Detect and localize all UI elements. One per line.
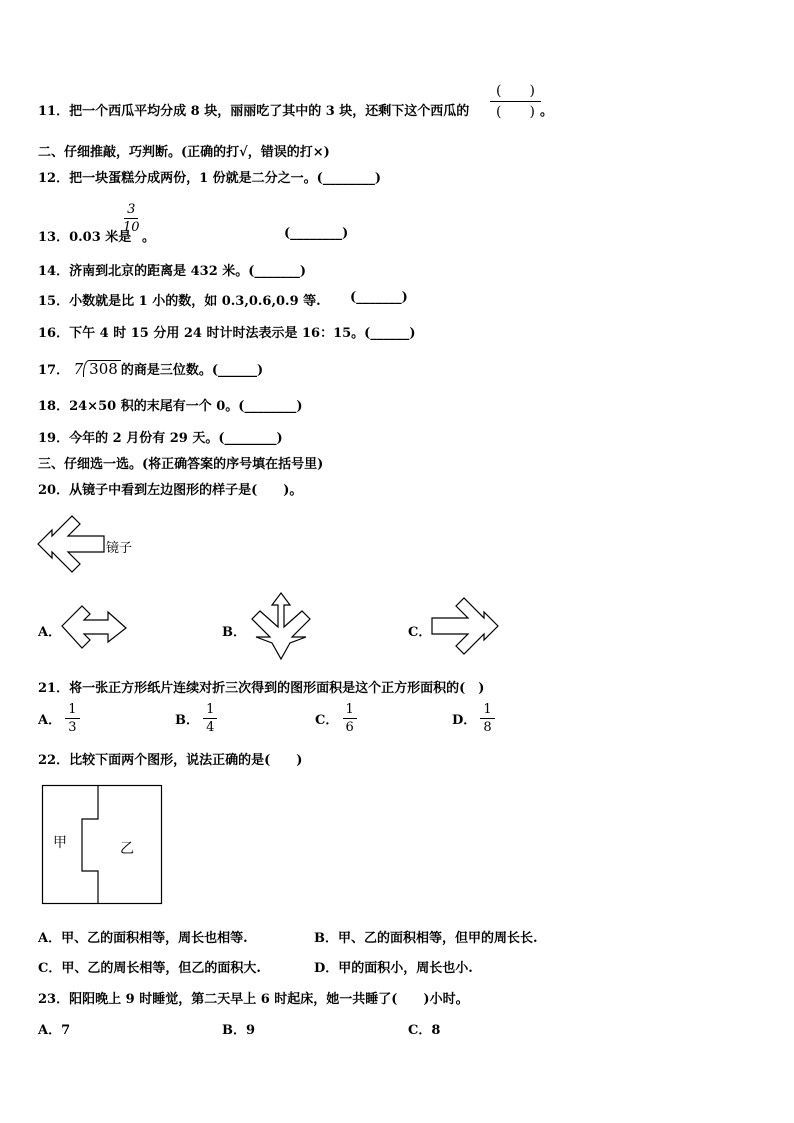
q11-denominator: ( ) bbox=[496, 104, 535, 120]
q13-pre: 13．0.03 米是 bbox=[38, 230, 132, 245]
q20-option-c-label[interactable]: C． bbox=[408, 625, 432, 640]
question-14: 14．济南到北京的距离是 432 米。(_______) bbox=[38, 264, 307, 279]
q20-option-a-label[interactable]: A． bbox=[38, 625, 62, 640]
q23-option-b[interactable]: B．9 bbox=[222, 1023, 256, 1038]
q21-option-c-label: C． bbox=[315, 713, 339, 728]
q11-text: 11．把一个西瓜平均分成 8 块，丽丽吃了其中的 3 块，还剩下这个西瓜的 bbox=[38, 104, 470, 119]
q21-option-d-label: D． bbox=[452, 713, 477, 728]
q13-fraction bbox=[120, 203, 143, 234]
q20-option-c-shape[interactable] bbox=[428, 592, 500, 662]
q20-original-shape bbox=[38, 508, 108, 578]
q15-blank: (_______) bbox=[350, 290, 408, 305]
q11-end: 。 bbox=[540, 104, 554, 119]
q21-option-c[interactable] bbox=[315, 703, 357, 734]
q22-option-b[interactable]: B．甲、乙的面积相等，但甲的周长长. bbox=[314, 931, 538, 946]
q11-fraction bbox=[490, 84, 541, 119]
q13-numerator: 3 bbox=[124, 203, 138, 219]
q22-option-c[interactable]: C．甲、乙的周长相等，但乙的面积大. bbox=[38, 961, 261, 976]
q21-option-a-label: A． bbox=[38, 713, 62, 728]
question-19: 19．今年的 2 月份有 29 天。(________) bbox=[38, 431, 283, 446]
question-18: 18．24×50 积的末尾有一个 0。(________) bbox=[38, 399, 303, 414]
section-2-heading: 二、仔细推敲，巧判断。(正确的打√，错误的打×) bbox=[38, 145, 330, 160]
q23-option-c[interactable]: C．8 bbox=[408, 1023, 441, 1038]
question-22: 22．比较下面两个图形，说法正确的是( ) bbox=[38, 753, 303, 768]
q21-option-a[interactable] bbox=[38, 703, 80, 734]
q21-option-b[interactable] bbox=[175, 703, 217, 734]
q21-b-num: 1 bbox=[203, 703, 217, 719]
mirror-label: 镜子 bbox=[106, 541, 133, 556]
question-20: 20．从镜子中看到左边图形的样子是( )。 bbox=[38, 483, 303, 498]
q21-b-den: 4 bbox=[206, 720, 215, 735]
q21-a-num: 1 bbox=[65, 703, 79, 719]
q21-option-d[interactable] bbox=[452, 703, 495, 734]
q21-d-den: 8 bbox=[483, 720, 492, 735]
q20-option-b-shape[interactable] bbox=[246, 593, 316, 661]
question-15: 15．小数就是比 1 小的数，如 0.3,0.6,0.9 等. bbox=[38, 294, 321, 309]
question-12: 12．把一块蛋糕分成两份，1 份就是二分之一。(________) bbox=[38, 171, 381, 186]
q21-a-den: 3 bbox=[68, 720, 77, 735]
q17-pre: 17． bbox=[38, 363, 70, 378]
q20-option-a-shape[interactable] bbox=[62, 594, 130, 658]
q17-post: 的商是三位数。(______) bbox=[120, 363, 264, 378]
q11-numerator: ( ) bbox=[490, 84, 541, 102]
question-16: 16．下午 4 时 15 分用 24 时计时法表示是 16：15。(______) bbox=[38, 326, 416, 341]
q21-c-den: 6 bbox=[345, 720, 354, 735]
q13-post: 。 bbox=[142, 230, 156, 245]
q13-blank: (________) bbox=[284, 226, 349, 241]
label-jia: 甲 bbox=[53, 835, 67, 851]
q17-divisor: 7 bbox=[73, 360, 84, 378]
q22-option-a[interactable]: A．甲、乙的面积相等，周长也相等. bbox=[38, 931, 248, 946]
q22-option-d[interactable]: D．甲的面积小，周长也小. bbox=[314, 961, 473, 976]
section-3-heading: 三、仔细选一选。(将正确答案的序号填在括号里) bbox=[38, 457, 324, 472]
question-17 bbox=[38, 359, 263, 378]
q23-option-a[interactable]: A．7 bbox=[38, 1023, 71, 1038]
q13-denominator: 10 bbox=[123, 220, 140, 235]
question-21: 21．将一张正方形纸片连续对折三次得到的图形面积是这个正方形面积的( ) bbox=[38, 681, 485, 696]
question-23: 23．阳阳晚上 9 时睡觉，第二天早上 6 时起床，她一共睡了( )小时。 bbox=[38, 992, 469, 1007]
q20-option-b-label[interactable]: B． bbox=[222, 625, 246, 640]
q21-option-b-label: B． bbox=[175, 713, 199, 728]
question-11 bbox=[38, 100, 469, 119]
q21-d-num: 1 bbox=[480, 703, 494, 719]
q21-c-num: 1 bbox=[343, 703, 357, 719]
q17-dividend: 308 bbox=[83, 360, 121, 377]
label-yi: 乙 bbox=[120, 841, 134, 857]
